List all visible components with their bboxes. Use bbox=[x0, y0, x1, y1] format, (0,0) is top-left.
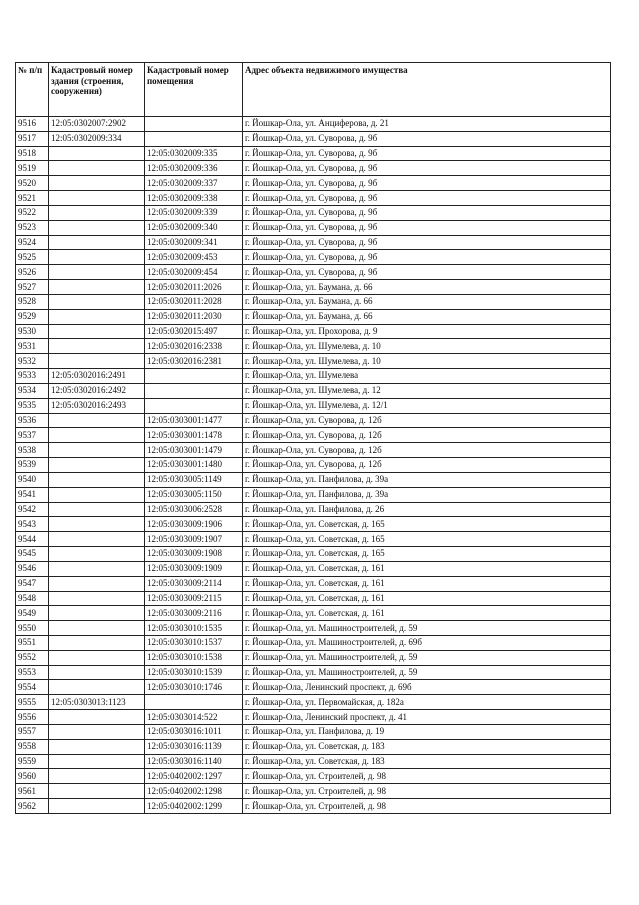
table-row bbox=[16, 161, 611, 176]
address-cell: г. Йошкар-Ола, ул. Строителей, д. 98 bbox=[243, 799, 611, 814]
building-cadastral-cell bbox=[49, 784, 145, 799]
building-cadastral-cell bbox=[49, 769, 145, 784]
building-cadastral-cell bbox=[49, 754, 145, 769]
row-num-cell: 9528 bbox=[16, 294, 49, 309]
table-row bbox=[16, 428, 611, 443]
building-cadastral-cell: 12:05:0302009:334 bbox=[49, 131, 145, 146]
table-header-row bbox=[16, 63, 611, 117]
table-row bbox=[16, 606, 611, 621]
address-cell: г. Йошкар-Ола, ул. Прохорова, д. 9 bbox=[243, 324, 611, 339]
room-cadastral-cell: 12:05:0303010:1538 bbox=[145, 650, 243, 665]
building-cadastral-cell bbox=[49, 576, 145, 591]
building-cadastral-cell bbox=[49, 665, 145, 680]
address-cell: г. Йошкар-Ола, ул. Советская, д. 161 bbox=[243, 606, 611, 621]
row-num-cell: 9520 bbox=[16, 176, 49, 191]
table-row bbox=[16, 413, 611, 428]
header-address: Адрес объекта недвижимого имущества bbox=[243, 63, 611, 117]
row-num-cell: 9525 bbox=[16, 250, 49, 265]
building-cadastral-cell bbox=[49, 294, 145, 309]
room-cadastral-cell bbox=[145, 131, 243, 146]
address-cell: г. Йошкар-Ола, ул. Машиностроителей, д. 59 bbox=[243, 665, 611, 680]
row-num-cell: 9553 bbox=[16, 665, 49, 680]
table-row bbox=[16, 220, 611, 235]
building-cadastral-cell bbox=[49, 324, 145, 339]
row-num-cell: 9547 bbox=[16, 576, 49, 591]
address-cell: г. Йошкар-Ола, ул. Суворова, д. 9б bbox=[243, 191, 611, 206]
building-cadastral-cell bbox=[49, 635, 145, 650]
room-cadastral-cell: 12:05:0303005:1149 bbox=[145, 472, 243, 487]
table-row bbox=[16, 398, 611, 413]
room-cadastral-cell bbox=[145, 117, 243, 132]
room-cadastral-cell: 12:05:0303010:1535 bbox=[145, 621, 243, 636]
table-row bbox=[16, 146, 611, 161]
address-cell: г. Йошкар-Ола, ул. Суворова, д. 9б bbox=[243, 250, 611, 265]
room-cadastral-cell: 12:05:0303001:1477 bbox=[145, 413, 243, 428]
room-cadastral-cell: 12:05:0303009:1906 bbox=[145, 517, 243, 532]
room-cadastral-cell: 12:05:0302009:339 bbox=[145, 205, 243, 220]
table-row bbox=[16, 339, 611, 354]
address-cell: г. Йошкар-Ола, ул. Суворова, д. 9б bbox=[243, 131, 611, 146]
row-num-cell: 9529 bbox=[16, 309, 49, 324]
table-row bbox=[16, 383, 611, 398]
address-cell: г. Йошкар-Ола, ул. Суворова, д. 9б bbox=[243, 146, 611, 161]
row-num-cell: 9517 bbox=[16, 131, 49, 146]
building-cadastral-cell: 12:05:0302016:2491 bbox=[49, 369, 145, 384]
row-num-cell: 9558 bbox=[16, 739, 49, 754]
address-cell: г. Йошкар-Ола, ул. Анциферова, д. 21 bbox=[243, 117, 611, 132]
row-num-cell: 9544 bbox=[16, 532, 49, 547]
row-num-cell: 9534 bbox=[16, 383, 49, 398]
row-num-cell: 9519 bbox=[16, 161, 49, 176]
row-num-cell: 9540 bbox=[16, 472, 49, 487]
room-cadastral-cell: 12:05:0302009:335 bbox=[145, 146, 243, 161]
room-cadastral-cell: 12:05:0302009:341 bbox=[145, 235, 243, 250]
room-cadastral-cell: 12:05:0303005:1150 bbox=[145, 487, 243, 502]
room-cadastral-cell: 12:05:0303016:1140 bbox=[145, 754, 243, 769]
room-cadastral-cell: 12:05:0303009:2116 bbox=[145, 606, 243, 621]
building-cadastral-cell bbox=[49, 428, 145, 443]
building-cadastral-cell bbox=[49, 265, 145, 280]
building-cadastral-cell bbox=[49, 591, 145, 606]
row-num-cell: 9526 bbox=[16, 265, 49, 280]
room-cadastral-cell: 12:05:0302015:497 bbox=[145, 324, 243, 339]
room-cadastral-cell: 12:05:0302009:337 bbox=[145, 176, 243, 191]
table-row bbox=[16, 739, 611, 754]
table-row bbox=[16, 710, 611, 725]
row-num-cell: 9539 bbox=[16, 458, 49, 473]
property-table bbox=[15, 62, 611, 814]
building-cadastral-cell: 12:05:0303013:1123 bbox=[49, 695, 145, 710]
row-num-cell: 9561 bbox=[16, 784, 49, 799]
building-cadastral-cell bbox=[49, 220, 145, 235]
table-row bbox=[16, 724, 611, 739]
address-cell: г. Йошкар-Ола, ул. Машиностроителей, д. 59 bbox=[243, 621, 611, 636]
table-row bbox=[16, 621, 611, 636]
row-num-cell: 9522 bbox=[16, 205, 49, 220]
building-cadastral-cell bbox=[49, 710, 145, 725]
table-row bbox=[16, 443, 611, 458]
row-num-cell: 9546 bbox=[16, 561, 49, 576]
row-num-cell: 9541 bbox=[16, 487, 49, 502]
address-cell: г. Йошкар-Ола, ул. Первомайская, д. 182а bbox=[243, 695, 611, 710]
table-row bbox=[16, 517, 611, 532]
address-cell: г. Йошкар-Ола, ул. Суворова, д. 9б bbox=[243, 176, 611, 191]
building-cadastral-cell bbox=[49, 650, 145, 665]
row-num-cell: 9530 bbox=[16, 324, 49, 339]
row-num-cell: 9523 bbox=[16, 220, 49, 235]
row-num-cell: 9535 bbox=[16, 398, 49, 413]
address-cell: г. Йошкар-Ола, ул. Суворова, д. 9б bbox=[243, 220, 611, 235]
building-cadastral-cell bbox=[49, 458, 145, 473]
room-cadastral-cell: 12:05:0303010:1539 bbox=[145, 665, 243, 680]
address-cell: г. Йошкар-Ола, ул. Строителей, д. 98 bbox=[243, 784, 611, 799]
address-cell: г. Йошкар-Ола, ул. Строителей, д. 98 bbox=[243, 769, 611, 784]
room-cadastral-cell: 12:05:0302009:336 bbox=[145, 161, 243, 176]
table-row bbox=[16, 369, 611, 384]
table-row bbox=[16, 695, 611, 710]
building-cadastral-cell bbox=[49, 517, 145, 532]
table-row bbox=[16, 680, 611, 695]
building-cadastral-cell bbox=[49, 739, 145, 754]
row-num-cell: 9524 bbox=[16, 235, 49, 250]
building-cadastral-cell bbox=[49, 799, 145, 814]
room-cadastral-cell bbox=[145, 369, 243, 384]
address-cell: г. Йошкар-Ола, ул. Суворова, д. 12б bbox=[243, 458, 611, 473]
table-row bbox=[16, 472, 611, 487]
table-row bbox=[16, 784, 611, 799]
table-row bbox=[16, 205, 611, 220]
building-cadastral-cell bbox=[49, 191, 145, 206]
building-cadastral-cell bbox=[49, 413, 145, 428]
address-cell: г. Йошкар-Ола, ул. Советская, д. 183 bbox=[243, 739, 611, 754]
room-cadastral-cell bbox=[145, 398, 243, 413]
table-row bbox=[16, 309, 611, 324]
building-cadastral-cell bbox=[49, 502, 145, 517]
building-cadastral-cell bbox=[49, 146, 145, 161]
address-cell: г. Йошкар-Ола, Ленинский проспект, д. 41 bbox=[243, 710, 611, 725]
room-cadastral-cell: 12:05:0303014:522 bbox=[145, 710, 243, 725]
row-num-cell: 9555 bbox=[16, 695, 49, 710]
building-cadastral-cell bbox=[49, 547, 145, 562]
room-cadastral-cell: 12:05:0303016:1011 bbox=[145, 724, 243, 739]
table-row bbox=[16, 294, 611, 309]
address-cell: г. Йошкар-Ола, ул. Шумелева, д. 10 bbox=[243, 354, 611, 369]
table-row bbox=[16, 487, 611, 502]
address-cell: г. Йошкар-Ола, ул. Панфилова, д. 19 bbox=[243, 724, 611, 739]
row-num-cell: 9560 bbox=[16, 769, 49, 784]
room-cadastral-cell: 12:05:0303009:1907 bbox=[145, 532, 243, 547]
address-cell: г. Йошкар-Ола, ул. Шумелева, д. 12/1 bbox=[243, 398, 611, 413]
room-cadastral-cell: 12:05:0303009:2115 bbox=[145, 591, 243, 606]
address-cell: г. Йошкар-Ола, ул. Панфилова, д. 39а bbox=[243, 472, 611, 487]
table-row bbox=[16, 280, 611, 295]
building-cadastral-cell bbox=[49, 235, 145, 250]
address-cell: г. Йошкар-Ола, ул. Суворова, д. 12б bbox=[243, 443, 611, 458]
table-row bbox=[16, 250, 611, 265]
table-row bbox=[16, 650, 611, 665]
building-cadastral-cell bbox=[49, 205, 145, 220]
address-cell: г. Йошкар-Ола, ул. Баумана, д. 66 bbox=[243, 280, 611, 295]
building-cadastral-cell bbox=[49, 339, 145, 354]
row-num-cell: 9554 bbox=[16, 680, 49, 695]
row-num-cell: 9527 bbox=[16, 280, 49, 295]
table-row bbox=[16, 635, 611, 650]
building-cadastral-cell bbox=[49, 561, 145, 576]
row-num-cell: 9532 bbox=[16, 354, 49, 369]
row-num-cell: 9548 bbox=[16, 591, 49, 606]
table-row bbox=[16, 547, 611, 562]
address-cell: г. Йошкар-Ола, ул. Машиностроителей, д. 69б bbox=[243, 635, 611, 650]
row-num-cell: 9562 bbox=[16, 799, 49, 814]
table-row bbox=[16, 324, 611, 339]
room-cadastral-cell: 12:05:0302011:2028 bbox=[145, 294, 243, 309]
building-cadastral-cell bbox=[49, 176, 145, 191]
room-cadastral-cell: 12:05:0302016:2338 bbox=[145, 339, 243, 354]
building-cadastral-cell bbox=[49, 280, 145, 295]
room-cadastral-cell: 12:05:0303016:1139 bbox=[145, 739, 243, 754]
room-cadastral-cell: 12:05:0302009:340 bbox=[145, 220, 243, 235]
building-cadastral-cell bbox=[49, 161, 145, 176]
row-num-cell: 9536 bbox=[16, 413, 49, 428]
building-cadastral-cell bbox=[49, 532, 145, 547]
row-num-cell: 9559 bbox=[16, 754, 49, 769]
row-num-cell: 9556 bbox=[16, 710, 49, 725]
room-cadastral-cell: 12:05:0302016:2381 bbox=[145, 354, 243, 369]
table-row bbox=[16, 502, 611, 517]
building-cadastral-cell: 12:05:0302016:2493 bbox=[49, 398, 145, 413]
row-num-cell: 9518 bbox=[16, 146, 49, 161]
address-cell: г. Йошкар-Ола, ул. Суворова, д. 12б bbox=[243, 428, 611, 443]
building-cadastral-cell bbox=[49, 354, 145, 369]
table-row bbox=[16, 576, 611, 591]
address-cell: г. Йошкар-Ола, ул. Суворова, д. 9б bbox=[243, 265, 611, 280]
header-num: № п/п bbox=[16, 63, 49, 117]
address-cell: г. Йошкар-Ола, ул. Советская, д. 165 bbox=[243, 547, 611, 562]
room-cadastral-cell: 12:05:0303006:2528 bbox=[145, 502, 243, 517]
address-cell: г. Йошкар-Ола, ул. Баумана, д. 66 bbox=[243, 294, 611, 309]
building-cadastral-cell bbox=[49, 443, 145, 458]
table-row bbox=[16, 235, 611, 250]
address-cell: г. Йошкар-Ола, ул. Советская, д. 161 bbox=[243, 561, 611, 576]
address-cell: г. Йошкар-Ола, ул. Шумелева bbox=[243, 369, 611, 384]
building-cadastral-cell bbox=[49, 621, 145, 636]
building-cadastral-cell bbox=[49, 250, 145, 265]
room-cadastral-cell: 12:05:0303009:1909 bbox=[145, 561, 243, 576]
row-num-cell: 9542 bbox=[16, 502, 49, 517]
row-num-cell: 9543 bbox=[16, 517, 49, 532]
room-cadastral-cell: 12:05:0303010:1746 bbox=[145, 680, 243, 695]
row-num-cell: 9551 bbox=[16, 635, 49, 650]
room-cadastral-cell: 12:05:0402002:1298 bbox=[145, 784, 243, 799]
building-cadastral-cell bbox=[49, 680, 145, 695]
building-cadastral-cell: 12:05:0302007:2902 bbox=[49, 117, 145, 132]
address-cell: г. Йошкар-Ола, ул. Шумелева, д. 10 bbox=[243, 339, 611, 354]
table-row bbox=[16, 769, 611, 784]
building-cadastral-cell bbox=[49, 309, 145, 324]
address-cell: г. Йошкар-Ола, ул. Суворова, д. 12б bbox=[243, 413, 611, 428]
table-row bbox=[16, 799, 611, 814]
address-cell: г. Йошкар-Ола, ул. Шумелева, д. 12 bbox=[243, 383, 611, 398]
table-row bbox=[16, 265, 611, 280]
room-cadastral-cell: 12:05:0303001:1479 bbox=[145, 443, 243, 458]
row-num-cell: 9545 bbox=[16, 547, 49, 562]
row-num-cell: 9549 bbox=[16, 606, 49, 621]
room-cadastral-cell: 12:05:0303001:1480 bbox=[145, 458, 243, 473]
table-row bbox=[16, 176, 611, 191]
address-cell: г. Йошкар-Ола, ул. Советская, д. 183 bbox=[243, 754, 611, 769]
address-cell: г. Йошкар-Ола, ул. Баумана, д. 66 bbox=[243, 309, 611, 324]
row-num-cell: 9538 bbox=[16, 443, 49, 458]
table-row bbox=[16, 131, 611, 146]
row-num-cell: 9550 bbox=[16, 621, 49, 636]
building-cadastral-cell bbox=[49, 472, 145, 487]
table-row bbox=[16, 754, 611, 769]
room-cadastral-cell: 12:05:0402002:1297 bbox=[145, 769, 243, 784]
row-num-cell: 9531 bbox=[16, 339, 49, 354]
table-row bbox=[16, 591, 611, 606]
room-cadastral-cell bbox=[145, 695, 243, 710]
table-row bbox=[16, 532, 611, 547]
room-cadastral-cell: 12:05:0303009:1908 bbox=[145, 547, 243, 562]
address-cell: г. Йошкар-Ола, ул. Советская, д. 165 bbox=[243, 532, 611, 547]
table-row bbox=[16, 561, 611, 576]
room-cadastral-cell: 12:05:0302009:338 bbox=[145, 191, 243, 206]
room-cadastral-cell: 12:05:0303001:1478 bbox=[145, 428, 243, 443]
address-cell: г. Йошкар-Ола, ул. Суворова, д. 9б bbox=[243, 205, 611, 220]
building-cadastral-cell bbox=[49, 724, 145, 739]
table-row bbox=[16, 354, 611, 369]
room-cadastral-cell: 12:05:0303010:1537 bbox=[145, 635, 243, 650]
room-cadastral-cell: 12:05:0302011:2030 bbox=[145, 309, 243, 324]
room-cadastral-cell bbox=[145, 383, 243, 398]
address-cell: г. Йошкар-Ола, Ленинский проспект, д. 69б bbox=[243, 680, 611, 695]
table-row bbox=[16, 191, 611, 206]
table-row bbox=[16, 665, 611, 680]
header-building-cadastral: Кадастровый номер здания (строения, сооружения) bbox=[49, 63, 145, 117]
row-num-cell: 9552 bbox=[16, 650, 49, 665]
room-cadastral-cell: 12:05:0303009:2114 bbox=[145, 576, 243, 591]
row-num-cell: 9557 bbox=[16, 724, 49, 739]
row-num-cell: 9516 bbox=[16, 117, 49, 132]
building-cadastral-cell bbox=[49, 487, 145, 502]
address-cell: г. Йошкар-Ола, ул. Суворова, д. 9б bbox=[243, 161, 611, 176]
row-num-cell: 9537 bbox=[16, 428, 49, 443]
address-cell: г. Йошкар-Ола, ул. Суворова, д. 9б bbox=[243, 235, 611, 250]
table-row bbox=[16, 117, 611, 132]
room-cadastral-cell: 12:05:0302009:453 bbox=[145, 250, 243, 265]
building-cadastral-cell bbox=[49, 606, 145, 621]
address-cell: г. Йошкар-Ола, ул. Советская, д. 161 bbox=[243, 576, 611, 591]
header-room-cadastral: Кадастровый номер помещения bbox=[145, 63, 243, 117]
address-cell: г. Йошкар-Ола, ул. Машиностроителей, д. 59 bbox=[243, 650, 611, 665]
address-cell: г. Йошкар-Ола, ул. Советская, д. 161 bbox=[243, 591, 611, 606]
address-cell: г. Йошкар-Ола, ул. Советская, д. 165 bbox=[243, 517, 611, 532]
room-cadastral-cell: 12:05:0402002:1299 bbox=[145, 799, 243, 814]
table-row bbox=[16, 458, 611, 473]
row-num-cell: 9533 bbox=[16, 369, 49, 384]
room-cadastral-cell: 12:05:0302011:2026 bbox=[145, 280, 243, 295]
building-cadastral-cell: 12:05:0302016:2492 bbox=[49, 383, 145, 398]
room-cadastral-cell: 12:05:0302009:454 bbox=[145, 265, 243, 280]
address-cell: г. Йошкар-Ола, ул. Панфилова, д. 26 bbox=[243, 502, 611, 517]
address-cell: г. Йошкар-Ола, ул. Панфилова, д. 39а bbox=[243, 487, 611, 502]
row-num-cell: 9521 bbox=[16, 191, 49, 206]
